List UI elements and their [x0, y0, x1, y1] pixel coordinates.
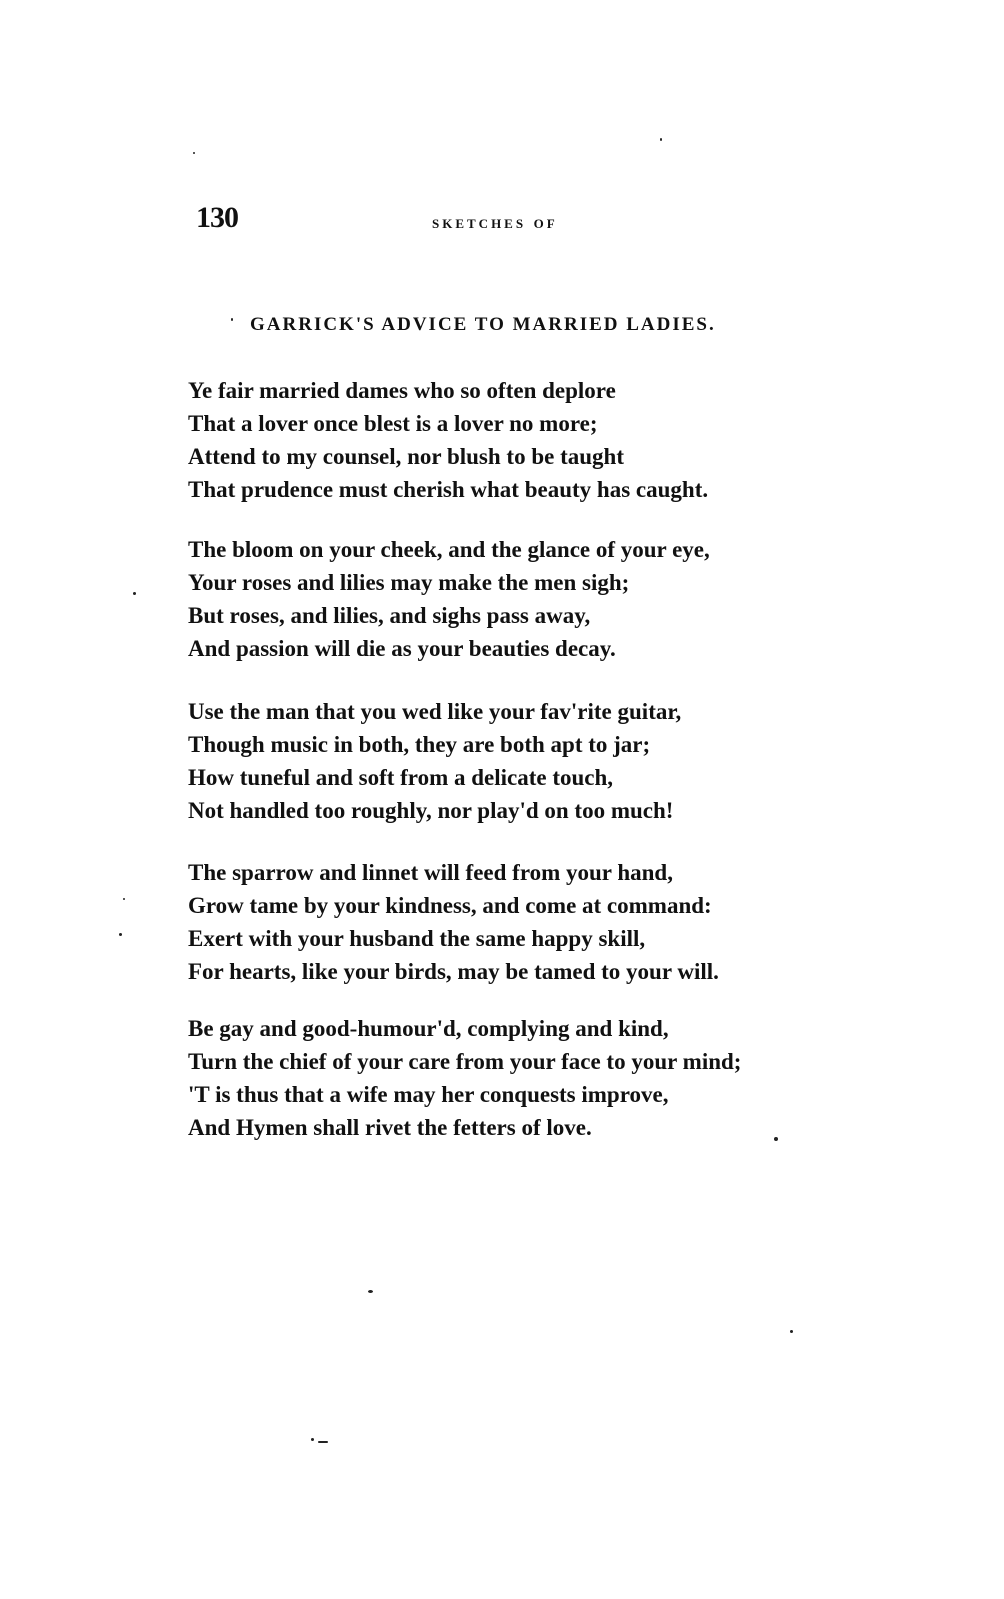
scan-speck	[193, 152, 195, 154]
page-number: 130	[196, 201, 238, 234]
scan-speck	[123, 898, 125, 900]
poem-line: How tuneful and soft from a delicate touch,	[188, 765, 614, 790]
scan-speck	[119, 933, 122, 936]
stanza-1	[188, 374, 708, 506]
scan-speck	[318, 1441, 328, 1443]
poem-line: But roses, and lilies, and sighs pass away,	[188, 603, 591, 628]
stanza-3	[188, 695, 681, 827]
poem-line: That a lover once blest is a lover no more;	[188, 411, 598, 436]
poem-line: The bloom on your cheek, and the glance of your eye,	[188, 537, 710, 562]
poem-line: Be gay and good-humour'd, complying and kind,	[188, 1016, 669, 1041]
poem-line: 'T is thus that a wife may her conquests improve,	[188, 1082, 669, 1107]
scan-speck	[368, 1290, 373, 1293]
poem-line: The sparrow and linnet will feed from your hand,	[188, 860, 673, 885]
poem-line: Ye fair married dames who so often deplore	[188, 378, 616, 403]
poem-line: For hearts, like your birds, may be tamed to your will.	[188, 959, 719, 984]
poem-line: And Hymen shall rivet the fetters of love.	[188, 1115, 592, 1140]
poem-line: That prudence must cherish what beauty has caught.	[188, 477, 709, 502]
scan-speck	[660, 138, 662, 141]
scan-speck	[231, 318, 233, 321]
poem-line: Grow tame by your kindness, and come at command:	[188, 893, 712, 918]
stanza-2	[188, 533, 710, 665]
poem-line: Though music in both, they are both apt to jar;	[188, 732, 651, 757]
stanza-5	[188, 1012, 741, 1144]
poem-line: Not handled too roughly, nor play'd on too much!	[188, 798, 674, 823]
scan-speck	[311, 1438, 314, 1441]
scan-speck	[790, 1330, 793, 1333]
stanza-4	[188, 856, 719, 988]
poem-line: Turn the chief of your care from your face to your mind;	[188, 1049, 742, 1074]
running-head: sketches of	[432, 212, 558, 232]
poem-line: Use the man that you wed like your fav'rite guitar,	[188, 699, 682, 724]
poem-title: GARRICK'S ADVICE TO MARRIED LADIES.	[250, 314, 716, 335]
poem-line: Exert with your husband the same happy skill,	[188, 926, 646, 951]
poem-line: And passion will die as your beauties decay.	[188, 636, 616, 661]
scan-speck	[774, 1137, 778, 1141]
scan-speck	[133, 592, 136, 595]
poem-line: Attend to my counsel, nor blush to be taught	[188, 444, 624, 469]
poem-line: Your roses and lilies may make the men sigh;	[188, 570, 630, 595]
